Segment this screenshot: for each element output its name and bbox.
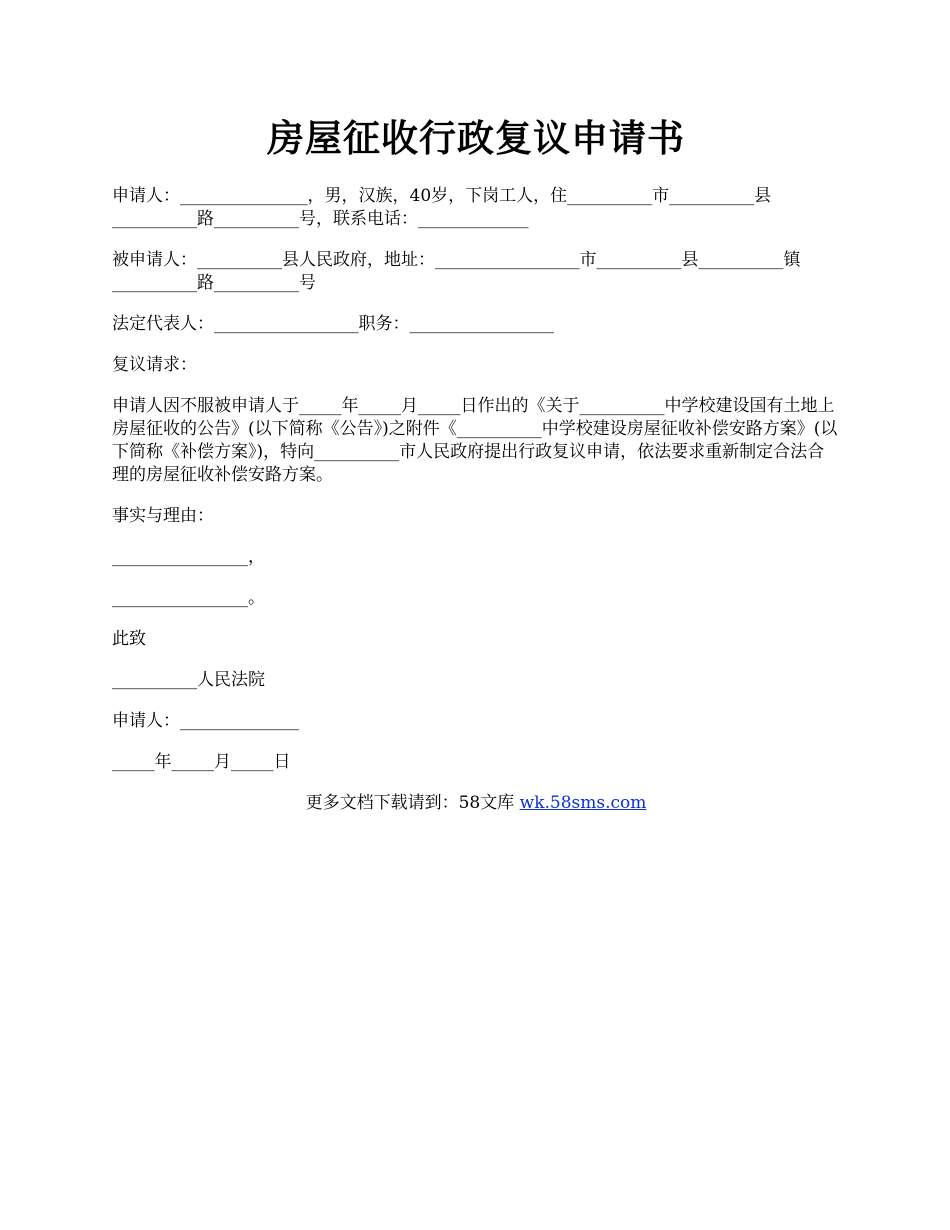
applicant-paragraph: 申请人：_______________，男，汉族，40岁，下岗工人，住__________市__________县__________路__________号，联系电话：_____________ xyxy=(112,186,772,229)
review-request-paragraph: 申请人因不服被申请人于_____年_____月_____日作出的《关于__________中学校建设国有土地上房屋征收的公告》(以下简称《公告》)之附件《__________中学校建设房屋征收补偿安路方案》(以下简称《补偿方案》)，特向__________市人民政府提出行政复议申请，依法要求重新制定合法合理的房屋征收补偿安路方案。 xyxy=(112,396,838,485)
footer-link[interactable]: wk.58sms.com xyxy=(519,793,647,813)
review-request-heading: 复议请求： xyxy=(112,355,197,375)
respondent-paragraph: 被申请人：__________县人民政府，地址：_________________市__________县__________镇__________路__________号 xyxy=(112,250,801,293)
signature-date: _____年_____月_____日 xyxy=(112,752,291,772)
facts-reasons-heading: 事实与理由： xyxy=(112,506,214,526)
footer-prefix: 更多文档下载请到：58文库 xyxy=(305,793,520,813)
footer-note xyxy=(112,792,840,815)
legal-representative-paragraph: 法定代表人：_________________职务：_________________ xyxy=(112,314,554,334)
facts-line-1: ________________， xyxy=(112,547,265,567)
salutation: 此致 xyxy=(112,629,146,649)
recipient-court: __________人民法院 xyxy=(112,670,265,690)
signature-applicant: 申请人：______________ xyxy=(112,711,299,731)
document-page xyxy=(112,0,840,815)
facts-line-2: ________________。 xyxy=(112,588,265,608)
page-title: 房屋征收行政复议申请书 xyxy=(267,116,685,160)
